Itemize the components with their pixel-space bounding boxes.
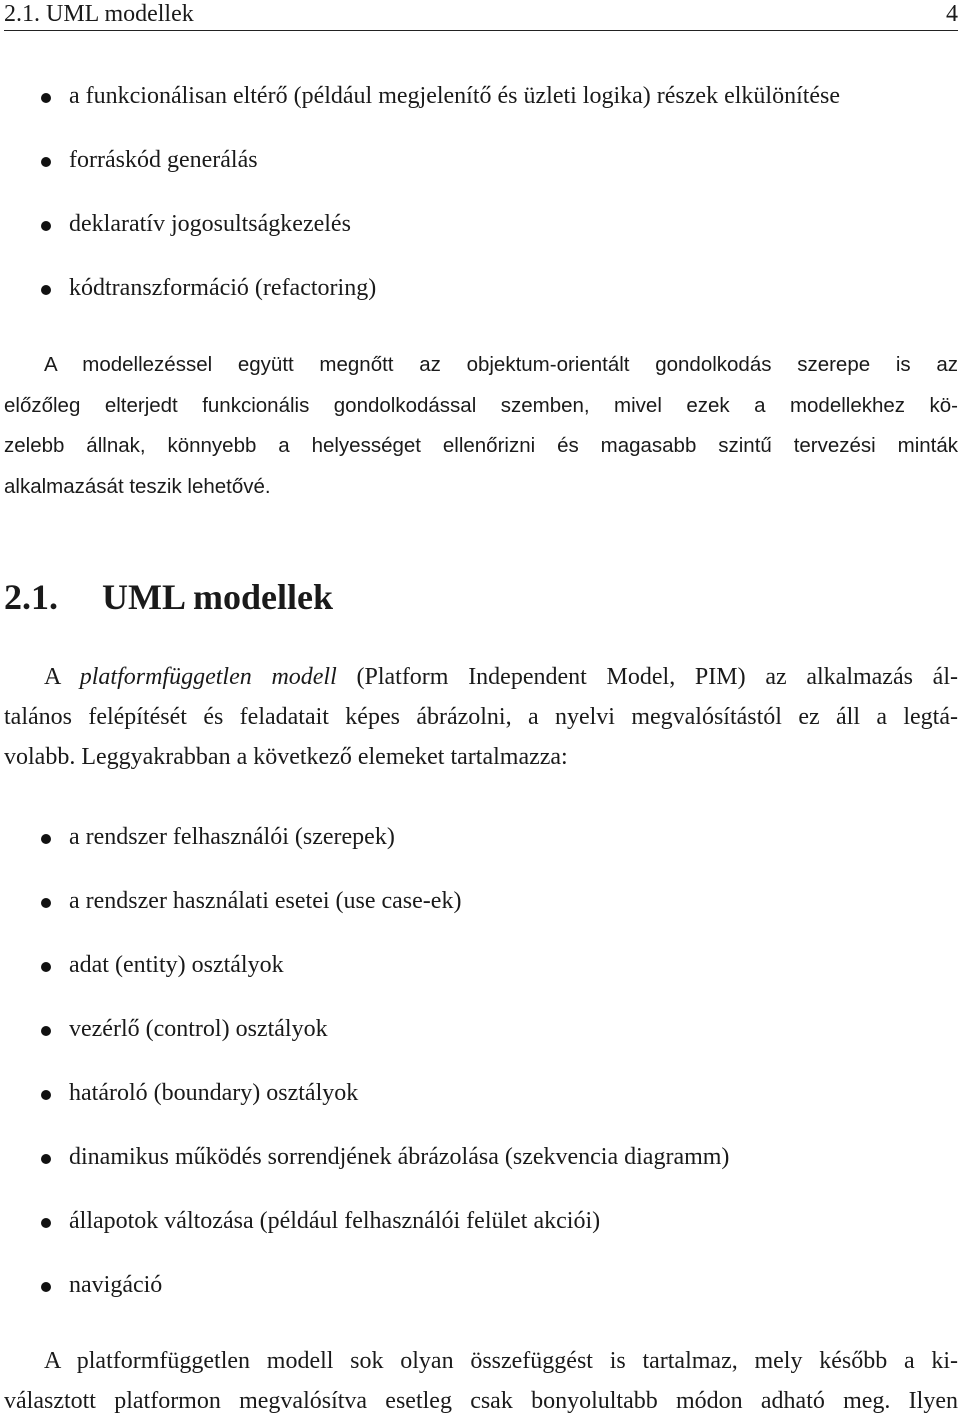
list-item-text: forráskód generálás — [69, 147, 258, 173]
paragraph-line — [4, 663, 958, 703]
list-item-text: állapotok változása (például felhasználói felület akciói) — [69, 1208, 601, 1234]
paragraph-line: választott platformon megvalósítva esetleg csak bonyolultabb módon adható meg. Ilyen — [4, 1388, 958, 1414]
list-item-text: kódtranszformáció (refactoring) — [69, 275, 377, 301]
page-number: 4 — [946, 1, 958, 27]
list-item — [0, 274, 960, 338]
section-number: 2.1. — [4, 577, 58, 617]
bullet-icon — [41, 1154, 51, 1164]
list-item — [0, 146, 960, 210]
list-item — [0, 1015, 960, 1079]
list-item — [0, 210, 960, 274]
bullet-icon — [41, 157, 51, 167]
list-item-text: navigáció — [69, 1272, 163, 1298]
bullet-icon — [41, 898, 51, 908]
pim-elements-list — [0, 823, 960, 1335]
list-item-text: határoló (boundary) osztályok — [69, 1080, 359, 1106]
section-heading — [4, 576, 333, 618]
list-item-text: a rendszer felhasználói (szerepek) — [69, 824, 395, 850]
list-item-text: deklaratív jogosultságkezelés — [69, 211, 351, 237]
list-item — [0, 82, 960, 146]
bullet-icon — [41, 1282, 51, 1292]
running-head-title: 2.1. UML modellek — [4, 1, 194, 27]
paragraph-pim — [4, 663, 958, 783]
list-item — [0, 1079, 960, 1143]
list-item-text: a funkcionálisan eltérő (például megjelenítő és üzleti logika) részek elkülönítése — [69, 83, 841, 109]
paragraph-line: A modellezéssel együtt megnőtt az objektum-orientált gondolkodás szerepe is az — [44, 353, 958, 376]
bullet-icon — [41, 221, 51, 231]
paragraph-modeling-oo — [4, 351, 958, 514]
feature-list — [0, 82, 960, 338]
list-item — [0, 1271, 960, 1335]
paragraph-line: zelebb állnak, könnyebb a helyességet ellenőrizni és magasabb szintű tervezési minták — [4, 434, 958, 458]
paragraph-pim-relations — [4, 1347, 958, 1427]
paragraph-line: A platformfüggetlen modell sok olyan összefüggést is tartalmaz, mely később a ki- — [44, 1348, 958, 1374]
bullet-icon — [41, 1090, 51, 1100]
bullet-icon — [41, 1026, 51, 1036]
list-item — [0, 951, 960, 1015]
text-run: A — [44, 664, 80, 690]
bullet-icon — [41, 285, 51, 295]
list-item-text: adat (entity) osztályok — [69, 952, 284, 978]
bullet-icon — [41, 834, 51, 844]
list-item-text: dinamikus működés sorrendjének ábrázolása (szekvencia diagramm) — [69, 1144, 730, 1170]
bullet-icon — [41, 93, 51, 103]
paragraph-line: alkalmazását teszik lehetővé. — [4, 475, 271, 499]
list-item — [0, 1143, 960, 1207]
emphasis-term: platformfüggetlen modell — [79, 664, 337, 690]
list-item — [0, 887, 960, 951]
bullet-icon — [41, 1218, 51, 1228]
list-item-text: vezérlő (control) osztályok — [69, 1016, 328, 1042]
paragraph-line: előzőleg elterjedt funkcionális gondolkodással szemben, mivel ezek a modellekhez kö- — [4, 393, 958, 417]
section-title: UML modellek — [102, 577, 333, 617]
running-head — [4, 0, 958, 31]
bullet-icon — [41, 962, 51, 972]
text-run: (Platform Independent Model, PIM) az alkalmazás ál- — [336, 664, 958, 690]
list-item — [0, 823, 960, 887]
list-item-text: a rendszer használati esetei (use case-ek) — [69, 888, 462, 914]
paragraph-line: volabb. Leggyakrabban a következő elemeket tartalmazza: — [4, 744, 568, 770]
paragraph-line: talános felépítését és feladatait képes ábrázolni, a nyelvi megvalósítástól ez áll a legtá- — [4, 704, 958, 730]
list-item — [0, 1207, 960, 1271]
